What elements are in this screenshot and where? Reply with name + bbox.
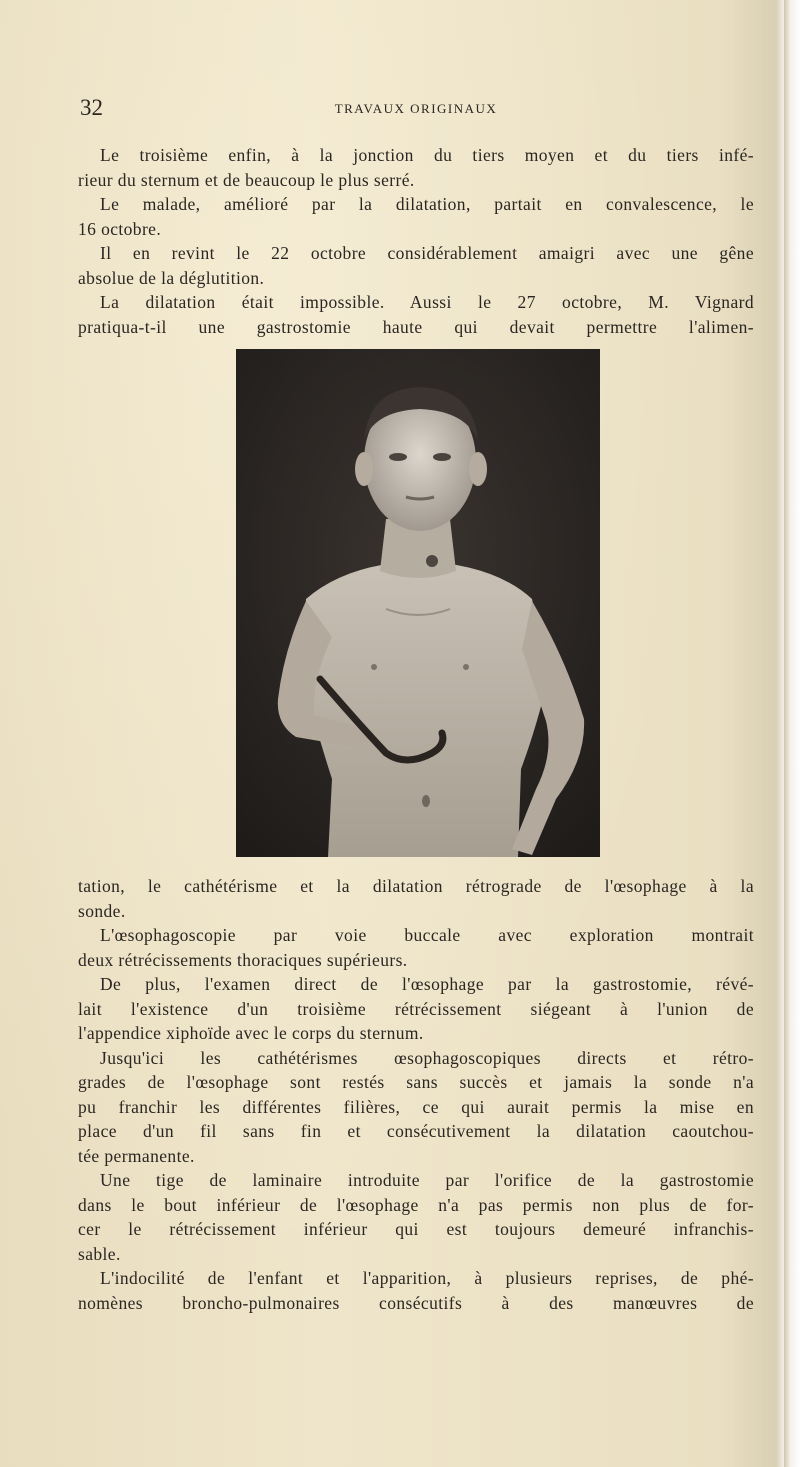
text-line: Il en revint le 22 octobre considérablement amaigri avec une gêne bbox=[100, 243, 754, 263]
text-line: pu franchir les différentes filières, ce qui aurait permis la mise en bbox=[78, 1096, 754, 1117]
text-line: cer le rétrécissement inférieur qui est toujours demeuré infranchis- bbox=[78, 1219, 754, 1239]
text-line: rieur du sternum et de beaucoup le plus serré. bbox=[78, 169, 415, 190]
text-line: Jusqu'ici les cathétérismes œsophagoscopiques directs et rétro- bbox=[100, 1047, 754, 1068]
text-line: 16 octobre. bbox=[78, 218, 162, 239]
text-line: dans le bout inférieur de l'œsophage n'a pas permis non plus de for- bbox=[78, 1194, 754, 1215]
text-line: L'indocilité de l'enfant et l'apparition, à plusieurs reprises, de phé- bbox=[100, 1268, 754, 1288]
text-line: nomènes broncho-pulmonaires consécutifs à des manœuvres de bbox=[78, 1292, 754, 1313]
text-line: place d'un fil sans fin et consécutivement la dilatation caoutchou- bbox=[78, 1121, 754, 1141]
patient-photograph bbox=[236, 349, 600, 857]
page-edge bbox=[784, 0, 800, 1467]
text-line: L'œsophagoscopie par voie buccale avec exploration montrait bbox=[100, 925, 754, 945]
text-line: absolue de la déglutition. bbox=[78, 267, 265, 288]
page-number: 32 bbox=[80, 95, 103, 120]
text-line: grades de l'œsophage sont restés sans succès et jamais la sonde n'a bbox=[78, 1072, 754, 1092]
text-line: deux rétrécissements thoraciques supérieurs. bbox=[78, 949, 408, 970]
text-line: sable. bbox=[78, 1243, 121, 1264]
text-line: Une tige de laminaire introduite par l'orifice de la gastrostomie bbox=[100, 1170, 754, 1190]
text-line: lait l'existence d'un troisième rétrécissement siégeant à l'union de bbox=[78, 998, 754, 1019]
text-line: Le malade, amélioré par la dilatation, partait en convalescence, le bbox=[100, 194, 754, 214]
text-line: Le troisième enfin, à la jonction du tiers moyen et du tiers infé- bbox=[100, 145, 754, 165]
text-line: tation, le cathétérisme et la dilatation rétrograde de l'œsophage à la bbox=[78, 876, 754, 896]
photograph-image bbox=[236, 349, 600, 857]
body-text-bottom bbox=[78, 874, 754, 1315]
text-line: tée permanente. bbox=[78, 1145, 195, 1166]
text-line: De plus, l'examen direct de l'œsophage par la gastrostomie, révé- bbox=[100, 974, 754, 994]
text-line: l'appendice xiphoïde avec le corps du sternum. bbox=[78, 1023, 424, 1043]
page-header bbox=[80, 95, 752, 123]
running-title: TRAVAUX ORIGINAUX bbox=[334, 101, 498, 116]
text-line: pratiqua-t-il une gastrostomie haute qui devait permettre l'alimen- bbox=[78, 316, 754, 337]
body-text-top bbox=[78, 143, 754, 339]
text-line: sonde. bbox=[78, 900, 126, 921]
text-line: La dilatation était impossible. Aussi le 27 octobre, M. Vignard bbox=[100, 292, 754, 312]
